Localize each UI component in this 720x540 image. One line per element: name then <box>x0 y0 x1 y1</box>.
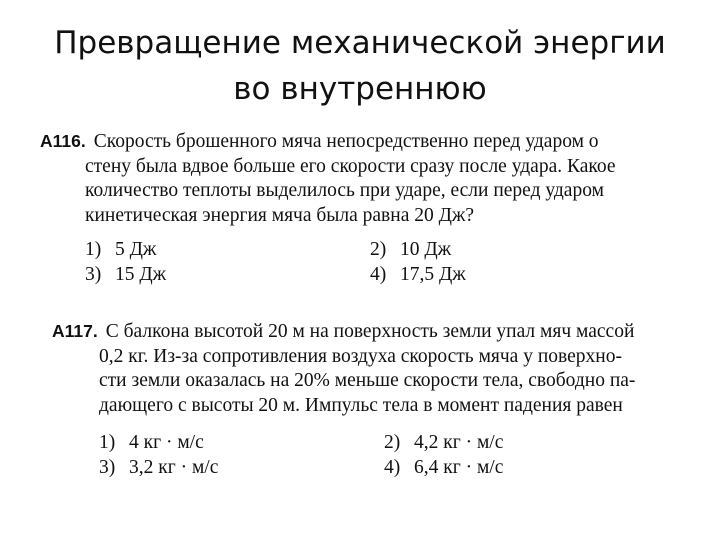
answer-text: 5 Дж <box>115 239 157 260</box>
problem-number: А117. <box>52 321 98 341</box>
problem-text-line <box>40 129 680 155</box>
answer-option-1 <box>85 238 370 263</box>
problem-line-3: сти земли оказалась на 20% меньше скорости тела, свободно па- <box>99 370 636 391</box>
problem-line-4: дающего с высоты 20 м. Импульс тела в момент падения равен <box>99 394 623 416</box>
problem-line-1: С балкона высотой 20 м на поверхность земли упал мяч массой <box>105 321 635 342</box>
answer-text: 3,2 кг · м/с <box>129 456 219 478</box>
problem-line-3: количество теплоты выделилось при ударе, если перед ударом <box>85 180 604 201</box>
answer-text: 15 Дж <box>115 263 167 285</box>
answer-label: 2) <box>384 432 401 453</box>
problem-number: А116. <box>40 131 86 151</box>
title-line-1: Превращение механической энергии <box>54 25 666 61</box>
answer-label: 4) <box>370 263 387 285</box>
answer-text: 4,2 кг · м/с <box>414 432 504 453</box>
answer-option-2 <box>370 238 630 263</box>
answer-label: 3) <box>85 263 102 285</box>
problem-line-2: 0,2 кг. Из-за сопротивления воздуха скорость мяча у поверхно- <box>99 345 622 367</box>
answer-label: 1) <box>85 239 102 260</box>
problem-line-4: кинетическая энергия мяча была равна 20 Дж? <box>85 204 475 226</box>
answer-option-3 <box>85 263 370 288</box>
problem-a116 <box>40 129 680 287</box>
answer-option-2 <box>384 431 644 456</box>
answer-label: 4) <box>384 456 401 478</box>
problem-text-line <box>52 319 687 345</box>
answer-options <box>85 238 680 287</box>
problem-line-1: Скорость брошенного мяча непосредственно перед ударом о <box>93 131 599 152</box>
problem-line-2: стену была вдвое больше его скорости сразу после удара. Какое <box>85 155 616 177</box>
title-line-2: во внутреннюю <box>233 71 487 107</box>
answer-option-1 <box>99 431 384 456</box>
answer-text: 6,4 кг · м/с <box>414 456 504 478</box>
answer-options <box>99 431 687 480</box>
answer-label: 3) <box>99 456 116 478</box>
answer-label: 1) <box>99 432 116 453</box>
problem-a117 <box>52 319 687 480</box>
answer-option-4 <box>384 456 644 481</box>
answer-label: 2) <box>370 239 387 260</box>
answer-text: 4 кг · м/с <box>129 432 204 453</box>
answer-option-4 <box>370 263 630 288</box>
slide-title <box>0 20 720 112</box>
answer-option-3 <box>99 456 384 481</box>
answer-text: 17,5 Дж <box>400 263 466 285</box>
answer-text: 10 Дж <box>400 239 452 260</box>
